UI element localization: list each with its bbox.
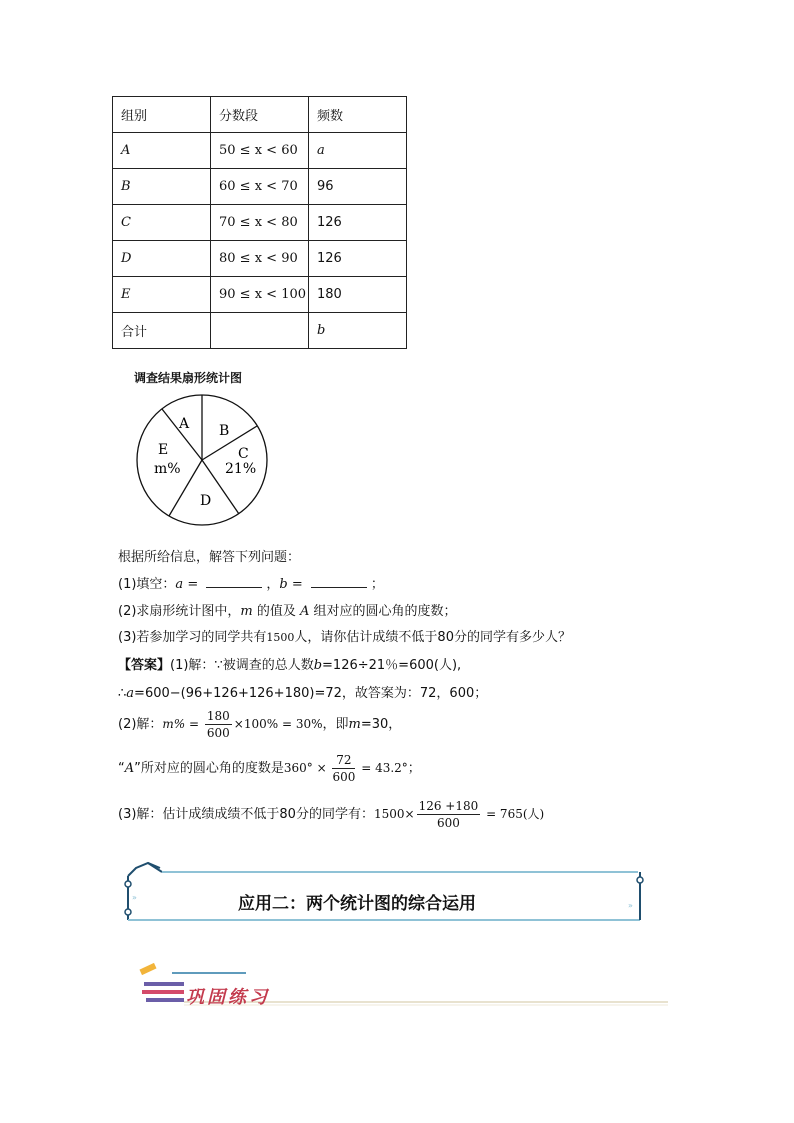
- svg-text:»: »: [132, 893, 137, 902]
- total-label-cell: 合计: [113, 313, 211, 349]
- section-banner-title: 应用二：两个统计图的综合运用: [238, 894, 476, 914]
- range-cell: 90 ≤ x < 100: [211, 277, 309, 313]
- range-cell: 80 ≤ x < 90: [211, 241, 309, 277]
- freq-cell: 96: [309, 169, 407, 205]
- table-row: [113, 169, 407, 205]
- pie-label-c: C: [238, 446, 249, 462]
- freq-cell: a: [309, 133, 407, 169]
- group-cell: A: [113, 133, 211, 169]
- pie-label-e-pct: m%: [154, 461, 181, 477]
- table-row: [113, 133, 407, 169]
- table-header-row: [113, 97, 407, 133]
- frequency-table: [112, 96, 407, 349]
- table-total-row: [113, 313, 407, 349]
- answer-line-1: 【答案】(1)解：∵被调查的总人数b=126÷21％=600(人),: [118, 658, 462, 673]
- range-cell: 50 ≤ x < 60: [211, 133, 309, 169]
- table-row: [113, 205, 407, 241]
- answer-line-3: (2)解：m% = $\frac{180}{600}$ ×100% = 30%，即m=30，: [118, 709, 402, 740]
- practice-title: 巩固练习: [186, 987, 270, 1008]
- pie-label-c-pct: 21%: [225, 461, 257, 477]
- question-intro: 根据所给信息，解答下列问题：: [118, 550, 301, 565]
- header-cell: 频数: [309, 97, 407, 133]
- answer-line-5: (3)解：估计成绩成绩不低于80分的同学有：1500× $\frac{126 +180}{600}$ = 765(人): [118, 799, 545, 830]
- answer-line-4: “A”所对应的圆心角的度数是360° × $\frac{72}{600}$ = 43.2°；: [118, 753, 421, 784]
- fraction: $\frac{180}{600}$: [206, 709, 230, 740]
- svg-text:»: »: [628, 901, 633, 910]
- freq-cell: 126: [309, 241, 407, 277]
- freq-cell: 126: [309, 205, 407, 241]
- pie-title: 调查结果扇形统计图: [134, 371, 243, 385]
- range-cell: 70 ≤ x < 80: [211, 205, 309, 241]
- header-cell: 分数段: [211, 97, 309, 133]
- pie-label-d: D: [200, 493, 212, 509]
- fraction: $\frac{126 +180}{600}$: [418, 799, 479, 830]
- range-cell: 60 ≤ x < 70: [211, 169, 309, 205]
- answer-line-2: ∴a=600−(96+126+126+180)=72，故答案为：72，600；: [118, 686, 488, 701]
- table-row: [113, 277, 407, 313]
- answer-label: 【答案】: [118, 658, 171, 673]
- question-2: (2)求扇形统计图中，m 的值及 A 组对应的圆心角的度数；: [118, 604, 457, 619]
- answer-blank-b: [311, 575, 367, 588]
- group-cell: E: [113, 277, 211, 313]
- freq-cell: 180: [309, 277, 407, 313]
- pie-label-e: E: [158, 442, 169, 458]
- table-row: [113, 241, 407, 277]
- question-3: (3)若参加学习的同学共有1500人，请你估计成绩不低于80分的同学有多少人？: [118, 630, 571, 645]
- fraction: $\frac{72}{600}$: [332, 753, 356, 784]
- pie-chart: [130, 392, 274, 528]
- answer-blank-a: [206, 575, 262, 588]
- pie-label-b: B: [219, 423, 230, 439]
- header-cell: 组别: [113, 97, 211, 133]
- pencil-icon: [139, 963, 156, 975]
- group-cell: D: [113, 241, 211, 277]
- group-cell: C: [113, 205, 211, 241]
- total-empty-cell: [211, 313, 309, 349]
- question-1: (1)填空：a = ，b = ；: [118, 577, 384, 592]
- pie-label-a: A: [179, 416, 190, 432]
- total-value-cell: b: [309, 313, 407, 349]
- group-cell: B: [113, 169, 211, 205]
